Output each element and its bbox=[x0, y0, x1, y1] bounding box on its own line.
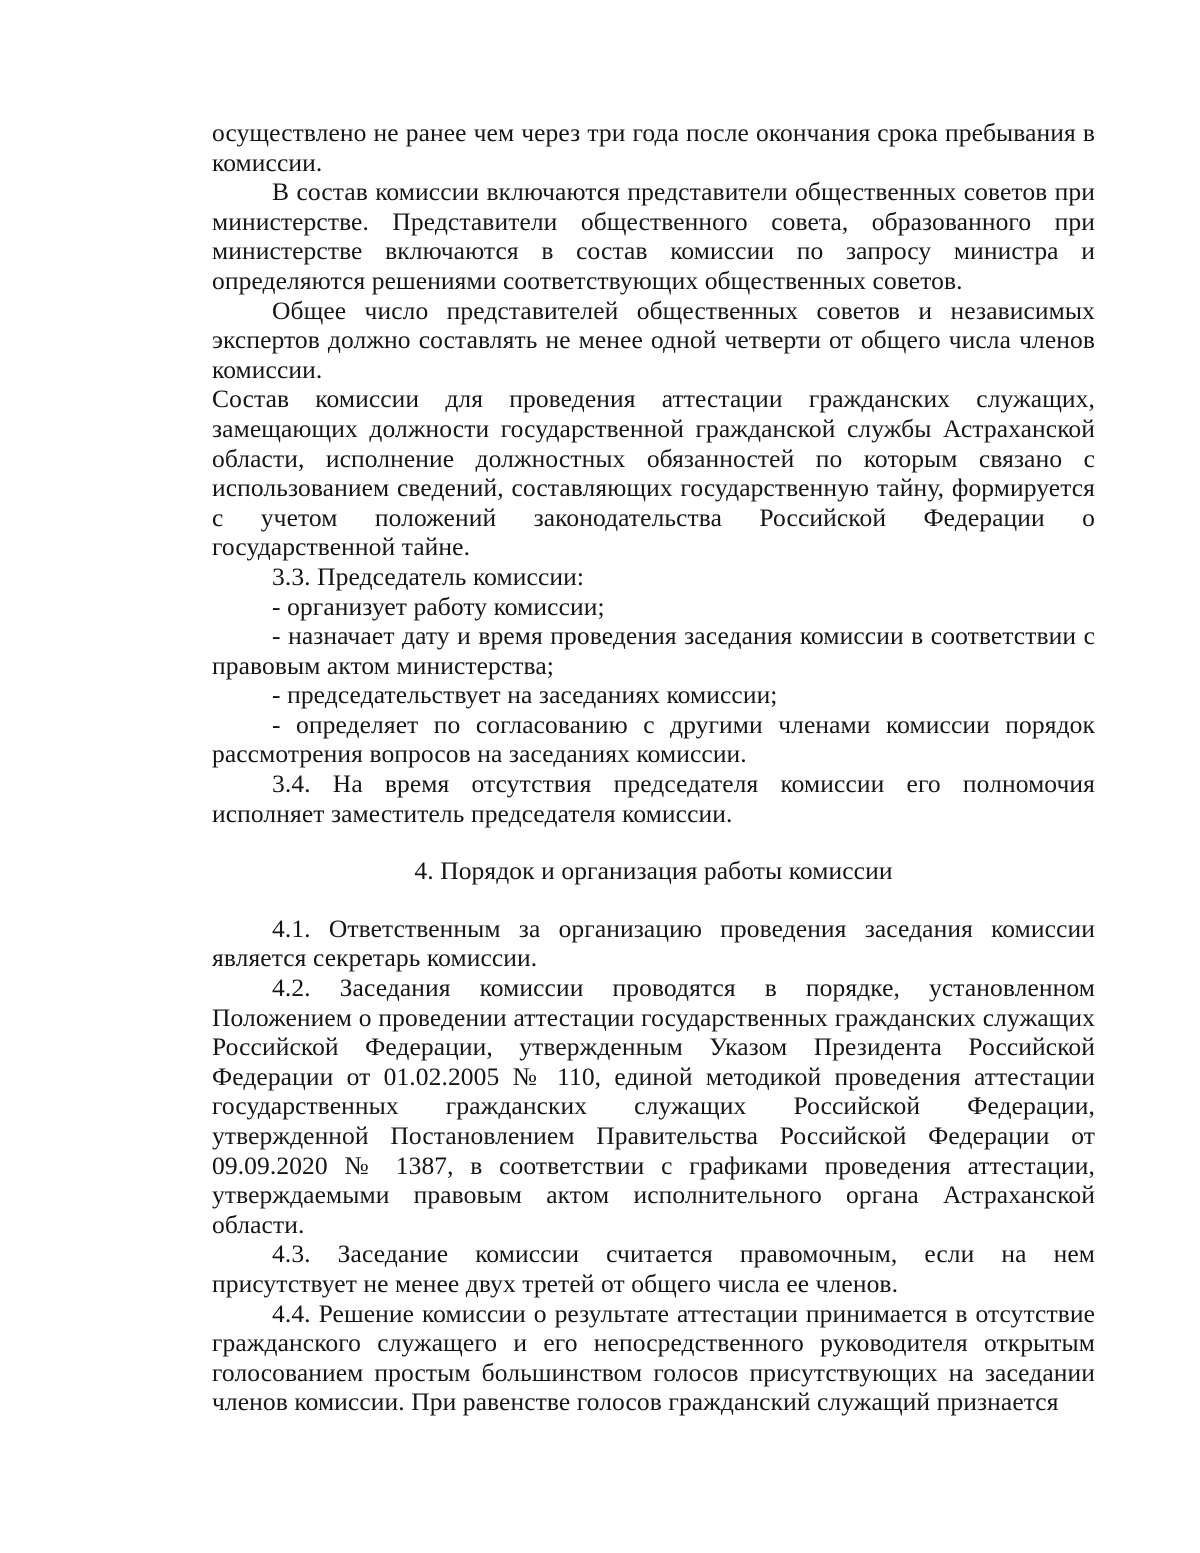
paragraph-4-3: 4.3. Заседание комиссии считается правомочным, если на нем присутствует не менее двух третей от общего числа ее членов. bbox=[212, 1239, 1095, 1298]
paragraph-public-councils: В состав комиссии включаются представители общественных советов при министерстве. Представители общественного совета, образованного при министерстве включаются в состав комиссии по запросу министра и определяются решениями соответствующих общественных советов. bbox=[212, 177, 1095, 295]
list-item-presides: - председательствует на заседаниях комиссии; bbox=[272, 680, 778, 710]
paragraph-continuation: осуществлено не ранее чем через три года после окончания срока пребывания в комиссии. bbox=[212, 118, 1095, 177]
paragraph-4-2: 4.2. Заседания комиссии проводятся в порядке, установленном Положением о проведении аттестации государственных гражданских служащих Российской Федерации, утвержденным Указом Президента Российской Федерации от 01.02.2005 № 110, единой методикой проведения аттестации государственных гражданских служащих Российской Федерации, утвержденной Постановлением Правительства Российской Федерации от 09.09.2020 № 1387, в соответствии с графиками проведения аттестации, утверждаемыми правовым актом исполнительного органа Астраханской области. bbox=[212, 973, 1095, 1239]
paragraph-4-1: 4.1. Ответственным за организацию проведения заседания комиссии является секретарь комиссии. bbox=[212, 913, 1095, 973]
paragraph-4-4: 4.4. Решение комиссии о результате аттестации принимается в отсутствие гражданского служащего и его непосредственного руководителя открытым голосованием простым большинством голосов присутствующих на заседании членов комиссии. При равенстве голосов гражданский служащий признается bbox=[212, 1298, 1095, 1417]
list-item-determines-order: - определяет по согласованию с другими членами комиссии порядок рассмотрения вопросов на заседаниях комиссии. bbox=[212, 709, 1095, 769]
document-body bbox=[212, 118, 1095, 1417]
paragraph-state-secret-composition: Состав комиссии для проведения аттестации гражданских служащих, замещающих должности государственной гражданской службы Астраханской области, исполнение должностных обязанностей по которым связано с использованием сведений, составляющих государственную тайну, формируется с учетом положений законодательства Российской Федерации о государственной тайне. bbox=[212, 384, 1095, 562]
paragraph-representatives-share: Общее число представителей общественных советов и независимых экспертов должно составлять не менее одной четверти от общего числа членов комиссии. bbox=[212, 295, 1095, 384]
paragraph-3-3-chairman: 3.3. Председатель комиссии: bbox=[272, 561, 585, 591]
list-item-schedules: - назначает дату и время проведения заседания комиссии в соответствии с правовым актом министерства; bbox=[212, 621, 1095, 680]
list-item-organizes: - организует работу комиссии; bbox=[272, 591, 605, 621]
paragraph-3-4-deputy: 3.4. На время отсутствия председателя комиссии его полномочия исполняет заместитель председателя комиссии. bbox=[212, 769, 1095, 828]
section-heading: 4. Порядок и организация работы комиссии bbox=[414, 856, 893, 886]
